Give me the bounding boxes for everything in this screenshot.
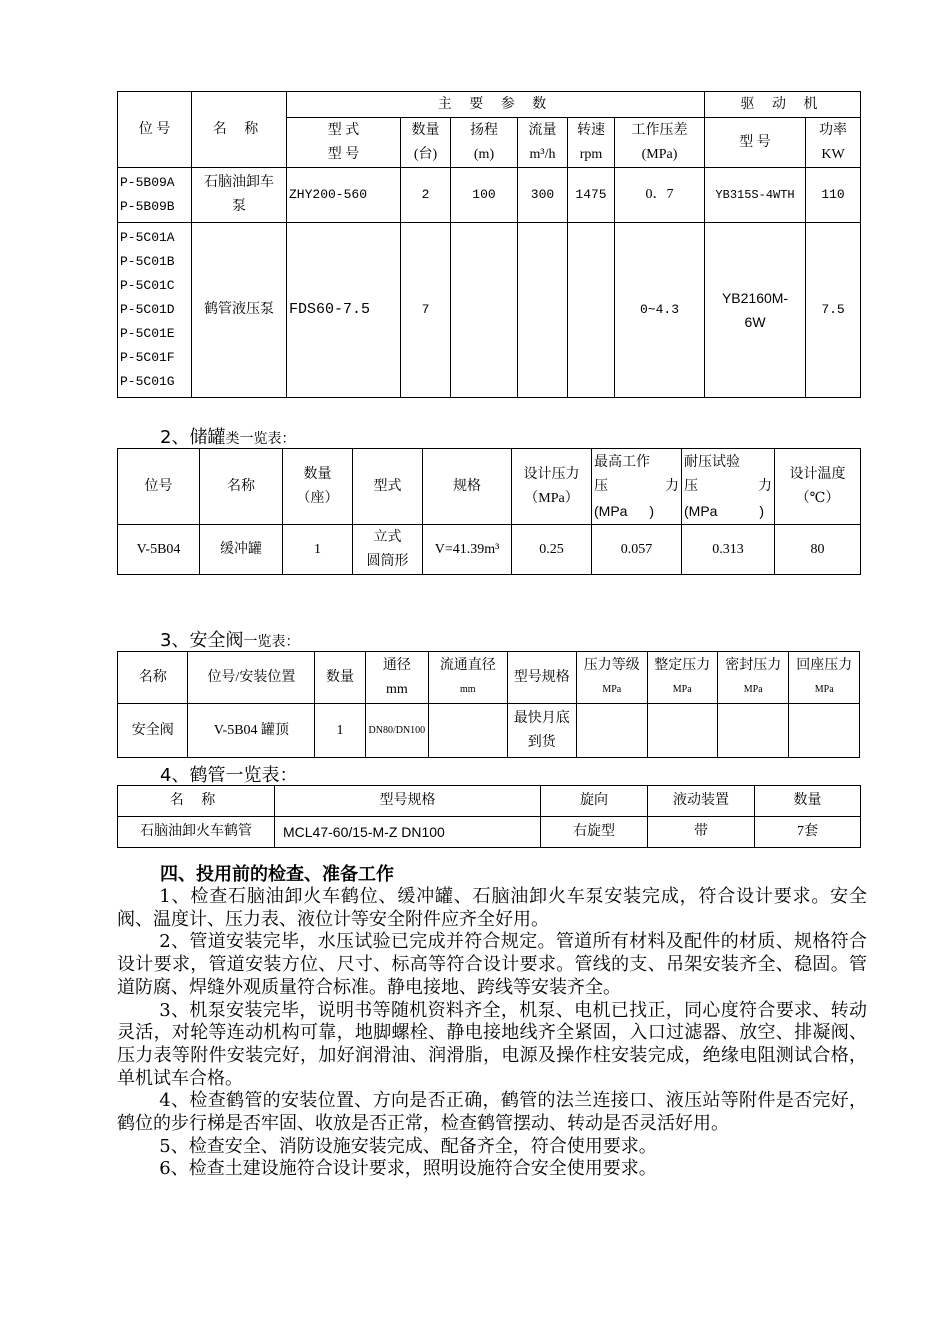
header-model: 型号规格 <box>507 652 576 704</box>
header-type: 型式 <box>353 449 423 525</box>
header-type: 型 式 型 号 <box>287 118 401 168</box>
tank-table <box>117 448 861 575</box>
cell-pos: P-5B09A P-5B09B <box>118 168 192 223</box>
cell-driver-model: YB315S-4WTH <box>705 168 806 223</box>
cell-power: 7.5 <box>806 223 861 398</box>
header-pos: 位 号 <box>118 92 192 168</box>
loading-arm-table <box>117 785 861 848</box>
cell-pos: V-5B04 罐顶 <box>188 704 315 758</box>
cell-seal-pressure <box>717 704 788 758</box>
body-text <box>117 886 867 1181</box>
section-heading-tanks: 2、储罐类一览表： <box>160 427 296 448</box>
cell-name: 鹤管液压泵 <box>192 223 287 398</box>
cell-head: 100 <box>451 168 518 223</box>
cell-driver-model: YB2160M- 6W <box>705 223 806 398</box>
header-name: 名 称 <box>192 92 287 168</box>
cell-qty: 1 <box>283 525 353 575</box>
table-row <box>118 704 860 758</box>
header-name: 名 称 <box>118 786 275 817</box>
cell-model: ZHY200-560 <box>287 168 401 223</box>
cell-pressure-grade <box>577 704 647 758</box>
header-speed: 转速 rpm <box>568 118 615 168</box>
header-design-temp: 设计温度 （℃） <box>775 449 861 525</box>
paragraph: 6、检查土建设施符合设计要求，照明设施符合安全使用要求。 <box>159 1158 657 1180</box>
cell-name: 石脑油卸火车鹤管 <box>118 817 275 848</box>
paragraph: 2、管道安装完毕，水压试验已完成并符合规定。管道所有材料及配件的材质、规格符合设计要求，管道安装方位、尺寸、标高等符合设计要求。管线的支、吊架安装齐全、稳固。管道防腐、焊缝外观质量符合标准。静电接地、跨线等安装齐全。 <box>117 931 867 998</box>
cell-power: 110 <box>806 168 861 223</box>
cell-max-pressure: 0.057 <box>592 525 682 575</box>
cell-model: FDS60-7.5 <box>287 223 401 398</box>
paragraph: 1、检查石脑油卸火车鹤位、缓冲罐、石脑油卸火车泵安装完成，符合设计要求。安全阀、温度计、压力表、液位计等安全附件应齐全好用。 <box>117 886 867 930</box>
header-pos: 位号 <box>118 449 200 525</box>
chapter-title: 四、投用前的检查、准备工作 <box>160 864 394 885</box>
section-heading-loading-arms: 4、鹤管一览表： <box>160 765 298 786</box>
header-rotation: 旋向 <box>541 786 648 817</box>
header-hydraulic: 液动装置 <box>648 786 755 817</box>
cell-name: 石脑油卸车 泵 <box>192 168 287 223</box>
header-flow-dn: 流通直径 mm <box>429 652 508 704</box>
cell-dn: DN80/DN100 <box>365 704 428 758</box>
cell-design-temp: 80 <box>775 525 861 575</box>
header-qty: 数量 (台) <box>401 118 451 168</box>
header-head: 扬程 (m) <box>451 118 518 168</box>
cell-design-pressure: 0.25 <box>512 525 592 575</box>
header-name: 名称 <box>200 449 283 525</box>
header-power: 功率 KW <box>806 118 861 168</box>
cell-qty: 2 <box>401 168 451 223</box>
paragraph: 4、检查鹤管的安装位置、方向是否正确，鹤管的法兰连接口、液压站等附件是否完好，鹤位的步行梯是否牢固、收放是否正常，检查鹤管摆动、转动是否灵活好用。 <box>117 1090 867 1135</box>
cell-name: 缓冲罐 <box>200 525 283 575</box>
table-row <box>118 223 861 398</box>
cell-flow-dn <box>429 704 508 758</box>
cell-head <box>451 223 518 398</box>
header-flow: 流量 m³/h <box>518 118 568 168</box>
section-heading-safety-valves: 3、安全阀一览表： <box>160 630 300 651</box>
cell-model: 最快月底 到货 <box>507 704 576 758</box>
paragraph: 5、检查安全、消防设施安装完成、配备齐全，符合使用要求。 <box>159 1135 657 1157</box>
cell-dp: 0~4.3 <box>615 223 705 398</box>
header-seal-pressure: 密封压力 MPa <box>717 652 788 704</box>
cell-type: 立式 圆筒形 <box>353 525 423 575</box>
header-qty: 数量 <box>315 652 365 704</box>
header-reseat-pressure: 回座压力 MPa <box>789 652 860 704</box>
paragraph: 3、机泵安装完毕，说明书等随机资料齐全，机泵、电机已找正，同心度符合要求、转动灵活，对轮等连动机构可靠，地脚螺栓、静电接地线齐全紧固，入口过滤器、放空、排凝阀、压力表等附件安装完好，加好润滑油、润滑脂，电源及操作柱安装完成，绝缘电阻测试合格，单机试车合格。 <box>117 999 867 1089</box>
cell-qty: 1 <box>315 704 365 758</box>
cell-test-pressure: 0.313 <box>682 525 775 575</box>
cell-hydraulic: 带 <box>648 817 755 848</box>
cell-name: 安全阀 <box>118 704 188 758</box>
cell-reseat-pressure <box>789 704 860 758</box>
cell-flow: 300 <box>518 168 568 223</box>
cell-flow <box>518 223 568 398</box>
cell-dp: 0．7 <box>615 168 705 223</box>
header-dn: 通径 mm <box>365 652 428 704</box>
cell-model: MCL47-60/15-M-Z DN100 <box>275 817 541 848</box>
cell-speed <box>568 223 615 398</box>
pump-table <box>117 91 861 398</box>
header-test-pressure: 耐压试验 压 力 (MPa ) <box>682 449 775 525</box>
header-model: 型号规格 <box>275 786 541 817</box>
header-set-pressure: 整定压力 MPa <box>647 652 717 704</box>
table-row <box>118 168 861 223</box>
cell-qty: 7套 <box>755 817 861 848</box>
header-driver-model: 型 号 <box>705 118 806 168</box>
cell-qty: 7 <box>401 223 451 398</box>
header-dp: 工作压差 (MPa) <box>615 118 705 168</box>
header-design-pressure: 设计压力 （MPa） <box>512 449 592 525</box>
table-row <box>118 525 861 575</box>
header-pos: 位号/安装位置 <box>188 652 315 704</box>
header-main-params: 主 要 参 数 <box>287 92 705 118</box>
header-pressure-grade: 压力等级 MPa <box>577 652 647 704</box>
cell-pos: P-5C01A P-5C01B P-5C01C P-5C01D P-5C01E P-5C01F P-5C01G <box>118 223 192 398</box>
cell-rotation: 右旋型 <box>541 817 648 848</box>
header-qty: 数量 （座） <box>283 449 353 525</box>
header-max-pressure: 最高工作 压 力 (MPa ) <box>592 449 682 525</box>
header-name: 名称 <box>118 652 188 704</box>
safety-valve-table <box>117 651 860 758</box>
header-driver: 驱 动 机 <box>705 92 861 118</box>
table-row <box>118 817 861 848</box>
cell-spec: V=41.39m³ <box>423 525 512 575</box>
cell-pos: V-5B04 <box>118 525 200 575</box>
cell-set-pressure <box>647 704 717 758</box>
cell-speed: 1475 <box>568 168 615 223</box>
header-spec: 规格 <box>423 449 512 525</box>
header-qty: 数量 <box>755 786 861 817</box>
